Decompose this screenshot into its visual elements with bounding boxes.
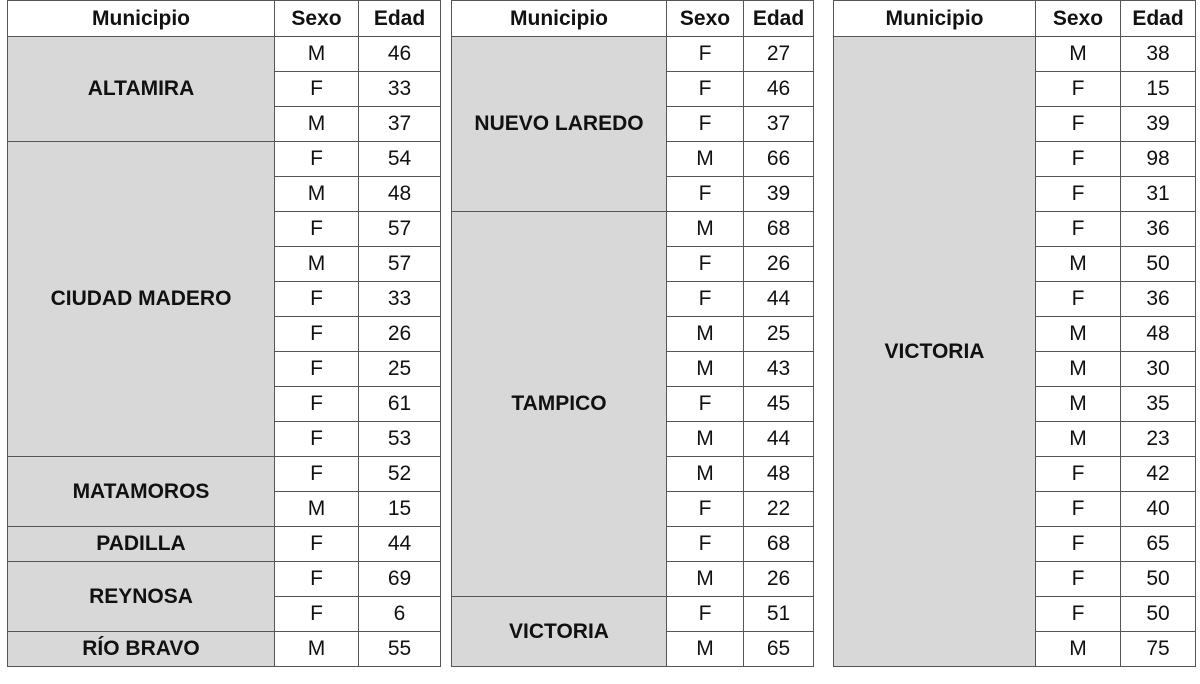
sexo-cell: F <box>275 317 359 352</box>
sexo-cell: F <box>275 352 359 387</box>
table-row <box>834 37 1196 72</box>
edad-cell: 48 <box>359 177 441 212</box>
sexo-cell: F <box>275 562 359 597</box>
table-body <box>452 37 814 667</box>
sexo-cell: F <box>1036 212 1121 247</box>
table-header <box>834 1 1196 37</box>
edad-cell: 39 <box>1121 107 1196 142</box>
edad-cell: 33 <box>359 282 441 317</box>
sexo-cell: M <box>275 107 359 142</box>
table-row <box>8 632 441 667</box>
sexo-cell: M <box>667 457 744 492</box>
municipio-cell: VICTORIA <box>834 37 1036 667</box>
header-sexo: Sexo <box>667 1 744 37</box>
municipio-cell: ALTAMIRA <box>8 37 275 142</box>
municipio-cell: REYNOSA <box>8 562 275 632</box>
sexo-cell: F <box>1036 72 1121 107</box>
table-header <box>452 1 814 37</box>
edad-cell: 26 <box>359 317 441 352</box>
sexo-cell: M <box>1036 422 1121 457</box>
sexo-cell: F <box>275 457 359 492</box>
table-row <box>452 37 814 72</box>
edad-cell: 40 <box>1121 492 1196 527</box>
table-row <box>452 597 814 632</box>
edad-cell: 50 <box>1121 562 1196 597</box>
edad-cell: 42 <box>1121 457 1196 492</box>
table-row <box>8 142 441 177</box>
table-row <box>8 527 441 562</box>
edad-cell: 26 <box>744 247 814 282</box>
sexo-cell: F <box>667 527 744 562</box>
header-municipio: Municipio <box>8 1 275 37</box>
sexo-cell: M <box>667 142 744 177</box>
edad-cell: 57 <box>359 212 441 247</box>
edad-cell: 46 <box>359 37 441 72</box>
sexo-cell: M <box>667 212 744 247</box>
sexo-cell: M <box>1036 247 1121 282</box>
sexo-cell: F <box>1036 282 1121 317</box>
sexo-cell: M <box>275 492 359 527</box>
sexo-cell: M <box>667 562 744 597</box>
edad-cell: 48 <box>744 457 814 492</box>
edad-cell: 43 <box>744 352 814 387</box>
edad-cell: 46 <box>744 72 814 107</box>
sexo-cell: F <box>275 72 359 107</box>
sexo-cell: F <box>667 107 744 142</box>
municipio-cell: PADILLA <box>8 527 275 562</box>
edad-cell: 25 <box>359 352 441 387</box>
header-edad: Edad <box>359 1 441 37</box>
edad-cell: 65 <box>744 632 814 667</box>
edad-cell: 68 <box>744 527 814 562</box>
municipio-cell: VICTORIA <box>452 597 667 667</box>
edad-cell: 6 <box>359 597 441 632</box>
sexo-cell: M <box>1036 352 1121 387</box>
sexo-cell: F <box>1036 457 1121 492</box>
sexo-cell: M <box>667 352 744 387</box>
edad-cell: 15 <box>1121 72 1196 107</box>
edad-cell: 35 <box>1121 387 1196 422</box>
municipio-cell: CIUDAD MADERO <box>8 142 275 457</box>
edad-cell: 22 <box>744 492 814 527</box>
sexo-cell: M <box>1036 632 1121 667</box>
sexo-cell: F <box>667 177 744 212</box>
sexo-cell: F <box>275 142 359 177</box>
sexo-cell: F <box>1036 142 1121 177</box>
edad-cell: 54 <box>359 142 441 177</box>
edad-cell: 65 <box>1121 527 1196 562</box>
sexo-cell: M <box>667 632 744 667</box>
edad-cell: 33 <box>359 72 441 107</box>
edad-cell: 36 <box>1121 212 1196 247</box>
sexo-cell: F <box>1036 107 1121 142</box>
table-row <box>452 212 814 247</box>
municipio-cell: RÍO BRAVO <box>8 632 275 667</box>
edad-cell: 50 <box>1121 247 1196 282</box>
edad-cell: 44 <box>744 282 814 317</box>
edad-cell: 48 <box>1121 317 1196 352</box>
table-body <box>8 37 441 667</box>
edad-cell: 30 <box>1121 352 1196 387</box>
edad-cell: 25 <box>744 317 814 352</box>
header-municipio: Municipio <box>834 1 1036 37</box>
sexo-cell: F <box>667 492 744 527</box>
edad-cell: 52 <box>359 457 441 492</box>
edad-cell: 51 <box>744 597 814 632</box>
sexo-cell: M <box>667 422 744 457</box>
header-sexo: Sexo <box>275 1 359 37</box>
edad-cell: 27 <box>744 37 814 72</box>
edad-cell: 44 <box>359 527 441 562</box>
edad-cell: 57 <box>359 247 441 282</box>
sexo-cell: F <box>275 387 359 422</box>
header-municipio: Municipio <box>452 1 667 37</box>
sexo-cell: F <box>667 37 744 72</box>
sexo-cell: M <box>1036 37 1121 72</box>
table-2 <box>451 0 814 667</box>
edad-cell: 53 <box>359 422 441 457</box>
edad-cell: 68 <box>744 212 814 247</box>
table-header <box>8 1 441 37</box>
edad-cell: 38 <box>1121 37 1196 72</box>
sexo-cell: M <box>1036 387 1121 422</box>
sexo-cell: F <box>1036 562 1121 597</box>
edad-cell: 61 <box>359 387 441 422</box>
edad-cell: 39 <box>744 177 814 212</box>
header-sexo: Sexo <box>1036 1 1121 37</box>
edad-cell: 23 <box>1121 422 1196 457</box>
edad-cell: 45 <box>744 387 814 422</box>
edad-cell: 69 <box>359 562 441 597</box>
sexo-cell: M <box>667 317 744 352</box>
table-1 <box>7 0 441 667</box>
sexo-cell: F <box>667 282 744 317</box>
table-row <box>8 457 441 492</box>
sexo-cell: F <box>1036 177 1121 212</box>
edad-cell: 66 <box>744 142 814 177</box>
sexo-cell: F <box>275 597 359 632</box>
sexo-cell: F <box>1036 527 1121 562</box>
table-row <box>8 37 441 72</box>
municipio-cell: NUEVO LAREDO <box>452 37 667 212</box>
sexo-cell: M <box>275 37 359 72</box>
edad-cell: 37 <box>744 107 814 142</box>
sexo-cell: M <box>1036 317 1121 352</box>
header-edad: Edad <box>1121 1 1196 37</box>
edad-cell: 98 <box>1121 142 1196 177</box>
sexo-cell: M <box>275 247 359 282</box>
sexo-cell: F <box>1036 597 1121 632</box>
sexo-cell: F <box>667 597 744 632</box>
sexo-cell: F <box>275 282 359 317</box>
edad-cell: 75 <box>1121 632 1196 667</box>
sexo-cell: M <box>275 177 359 212</box>
municipio-cell: MATAMOROS <box>8 457 275 527</box>
sexo-cell: F <box>275 422 359 457</box>
edad-cell: 50 <box>1121 597 1196 632</box>
table-body <box>834 37 1196 667</box>
sexo-cell: F <box>667 247 744 282</box>
edad-cell: 55 <box>359 632 441 667</box>
edad-cell: 44 <box>744 422 814 457</box>
municipio-cell: TAMPICO <box>452 212 667 597</box>
header-edad: Edad <box>744 1 814 37</box>
edad-cell: 26 <box>744 562 814 597</box>
edad-cell: 36 <box>1121 282 1196 317</box>
sexo-cell: M <box>275 632 359 667</box>
sexo-cell: F <box>667 72 744 107</box>
sexo-cell: F <box>275 527 359 562</box>
sexo-cell: F <box>1036 492 1121 527</box>
edad-cell: 31 <box>1121 177 1196 212</box>
sexo-cell: F <box>275 212 359 247</box>
edad-cell: 15 <box>359 492 441 527</box>
sexo-cell: F <box>667 387 744 422</box>
edad-cell: 37 <box>359 107 441 142</box>
table-row <box>8 562 441 597</box>
table-3 <box>833 0 1196 667</box>
